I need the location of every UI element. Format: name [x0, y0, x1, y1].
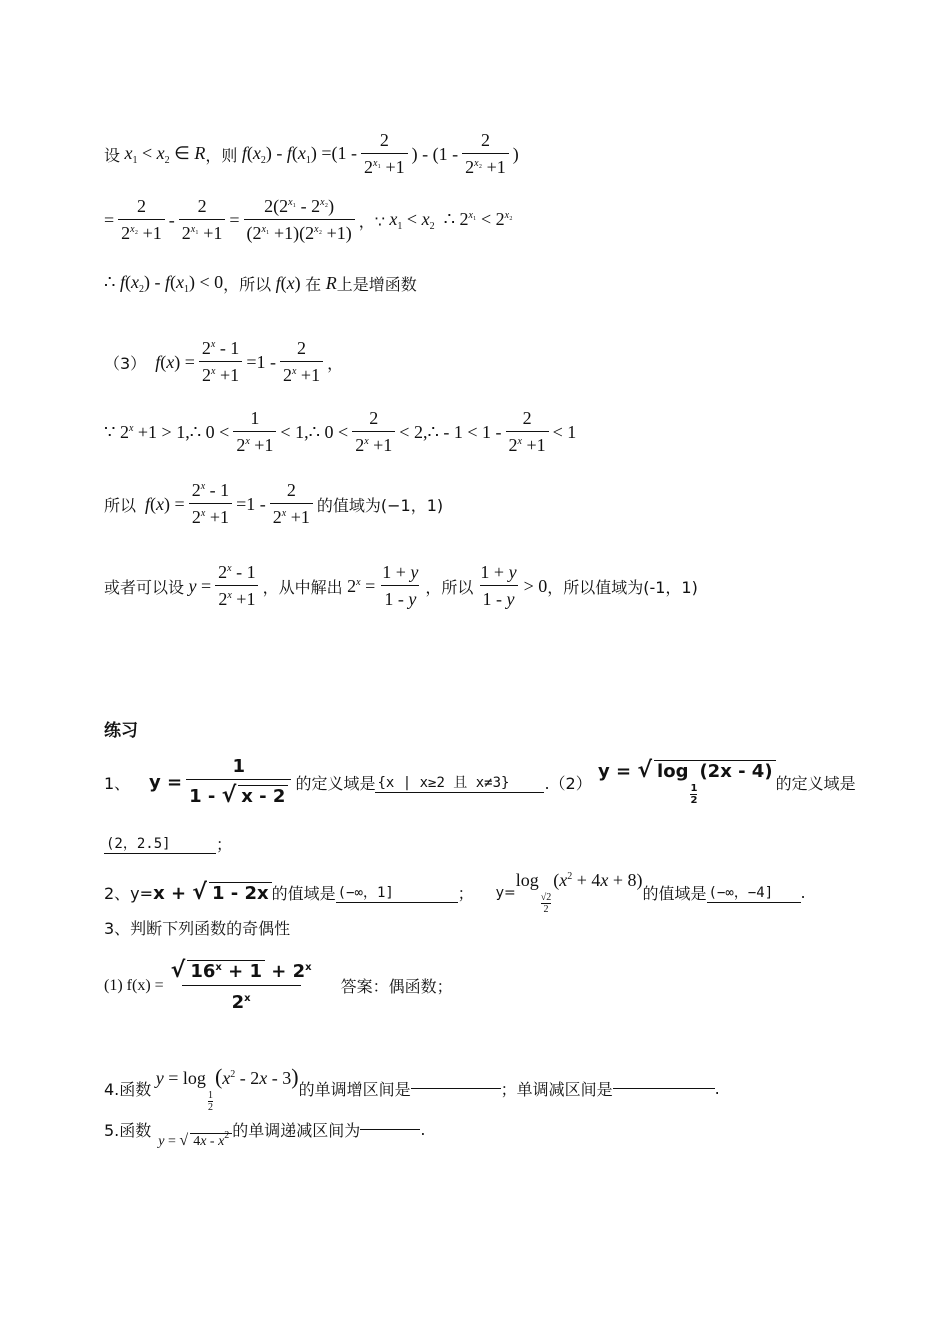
math-fraction: $\frac{2}{2^x +1}$ [506, 408, 549, 456]
math-expression: f(x) = [145, 493, 185, 514]
proof-text: ，∵ [358, 211, 385, 231]
proof-text: ， [327, 353, 344, 373]
question-text: ； [457, 884, 474, 903]
proof-text: ，所以 [425, 577, 474, 597]
question-text: .（2） [544, 773, 592, 793]
math-fraction: $\frac{2}{2^{x_1} +1}$ [361, 130, 408, 178]
proof-text: 上是增函数 [336, 275, 417, 294]
question-4 [104, 1064, 910, 1113]
part3-line-3 [104, 480, 910, 528]
proof-text: 设 [104, 145, 121, 165]
question-text: 的定义域是 [775, 773, 856, 793]
math-expression: $x_1 < x_2$ ∴ $2^{x_1} < 2^{x_2}$ [389, 208, 513, 232]
math-fraction: $\frac{2^x - 1}{2^x +1}$ [215, 562, 258, 610]
part-label: （3） [104, 353, 147, 373]
proof-line-2 [104, 196, 910, 244]
math-inequality: $x_1 < x_2$ ∈ R [124, 142, 206, 166]
math-expression: y = [130, 771, 183, 793]
answer-blank [360, 1129, 420, 1130]
question-label: 4.函数 [104, 1080, 152, 1099]
math-expression: = [104, 209, 115, 230]
question-text: 的单调增区间是 [298, 1080, 411, 1099]
answer-blank: {x | x≥2 且 x≠3} [375, 772, 544, 793]
question-text: 的定义域是 [295, 773, 376, 793]
math-fraction: $\frac{2}{2^{x_1} +1}$ [179, 196, 226, 244]
question-text: 3、判断下列函数的奇偶性 [104, 919, 291, 938]
question-label: 2、y= [104, 884, 154, 903]
proof-text: 所以 [104, 495, 137, 515]
math-expression: x + √ 1 - 2x [153, 880, 272, 905]
part3-line-1 [104, 338, 910, 386]
math-expression: f(x) = [155, 351, 195, 372]
math-fraction: $\frac{1}{1 - √ x - 2}$ [186, 756, 291, 808]
math-expression: ∵ $2^x +1$ > 1,∴ 0 < [104, 421, 230, 442]
math-expression: ) [512, 143, 519, 164]
question-label: (1) f(x) = [104, 976, 164, 994]
question-3 [104, 916, 910, 939]
part3-line-4 [104, 562, 910, 610]
math-expression: y = [188, 575, 212, 596]
math-expression: < 1 [552, 421, 577, 442]
math-expression: ∴ $f(x_2) - f(x_1) < 0$ [104, 272, 224, 295]
question-2 [104, 870, 910, 915]
math-expression: f(x) [275, 273, 306, 293]
math-expression: log $\frac{√2}{2}$ $(x^2 + 4x + 8)$ [515, 870, 643, 915]
proof-text: 在 [305, 275, 322, 294]
math-expression: y = √ $4x - x^2$ [151, 1130, 232, 1150]
math-fraction: $\frac{1}{2^x +1}$ [233, 408, 276, 456]
math-fraction: $\frac{2^x - 1}{2^x +1}$ [189, 480, 232, 528]
question-5 [104, 1118, 910, 1149]
math-expression: R [325, 273, 337, 293]
math-expression: = [229, 209, 240, 230]
math-expression: - [168, 209, 175, 230]
math-expression: =1 - [236, 493, 266, 514]
question-text: 的值域是 [642, 884, 707, 903]
question-text: ； [216, 835, 233, 854]
math-expression: $f(x_2) - f(x_1) =(1$ - [241, 142, 358, 166]
question-label: 5.函数 [104, 1121, 152, 1140]
answer-blank [411, 1088, 501, 1089]
question-1 [104, 756, 910, 808]
math-fraction: $\frac{2}{2^x +1}$ [270, 480, 313, 528]
math-expression: y = log $\frac{1}{2}$ $(x^2 - 2x - 3)$ [155, 1064, 299, 1113]
proof-text: ，所以值域为(-1，1) [547, 577, 698, 597]
math-fraction: $\frac{2}{2^{x_2} +1}$ [462, 130, 509, 178]
math-fraction: $\frac{1 + y}{1 - y}$ [382, 562, 419, 609]
math-fraction: $\frac{2}{2^x +1}$ [352, 408, 395, 456]
math-expression: =1 - [246, 351, 276, 372]
answer-blank: (−∞，1] [336, 882, 458, 903]
math-expression: y = √ log $\frac{1}{2}$ (2x - 4) [592, 758, 776, 806]
proof-line-1 [104, 130, 910, 178]
answer-blank [613, 1088, 715, 1089]
question-text: . [800, 883, 806, 902]
proof-line-3 [104, 272, 910, 295]
practice-heading: 练习 [104, 721, 138, 741]
proof-text: 或者可以设 [104, 577, 185, 597]
answer-blank: (2，2.5] [104, 833, 216, 854]
math-fraction: $\frac{2(2^{x_1} - 2^{x_2})}{(2^{x_1} +1)(2^{x_2} +1)}$ [244, 196, 355, 244]
math-fraction: $\frac{2}{2^{x_2} +1}$ [118, 196, 165, 244]
math-fraction: $\frac{1 + y}{1 - y}$ [480, 562, 517, 609]
answer-text: 答案：偶函数； [340, 977, 453, 996]
answer-blank: (−∞，−4] [707, 882, 801, 903]
question-text: 的值域是 [271, 884, 336, 903]
question-label: 1、 [104, 773, 131, 793]
math-fraction: $\frac{√ 16^x + 1 + 2^x}{2^x}$ [170, 958, 312, 1013]
part3-line-2 [104, 408, 910, 456]
proof-text: ，所以 [223, 275, 272, 294]
math-expression: $2^x$ = [342, 575, 376, 596]
proof-text: ，则 [205, 145, 238, 165]
question-text: 的单调递减区间为 [232, 1121, 361, 1140]
math-expression: ) - (1 - [411, 143, 459, 164]
math-expression: > 0 [523, 575, 548, 596]
question-text: . [714, 1079, 720, 1098]
question-text: ；单调减区间是 [500, 1080, 613, 1099]
math-expression: < 1,∴ 0 < [280, 421, 349, 442]
question-1b [104, 832, 910, 855]
question-text: . [420, 1120, 426, 1139]
proof-text: ，从中解出 [262, 577, 343, 597]
math-expression: < 2,∴ - 1 < 1 - [399, 421, 502, 442]
proof-text: 的值域为(−1，1) [316, 495, 444, 515]
math-fraction: $\frac{2}{2^x +1}$ [280, 338, 323, 386]
question-label: y= [495, 884, 516, 901]
math-fraction: $\frac{2^x - 1}{2^x +1}$ [199, 338, 242, 386]
question-3-item-1 [104, 958, 910, 1013]
